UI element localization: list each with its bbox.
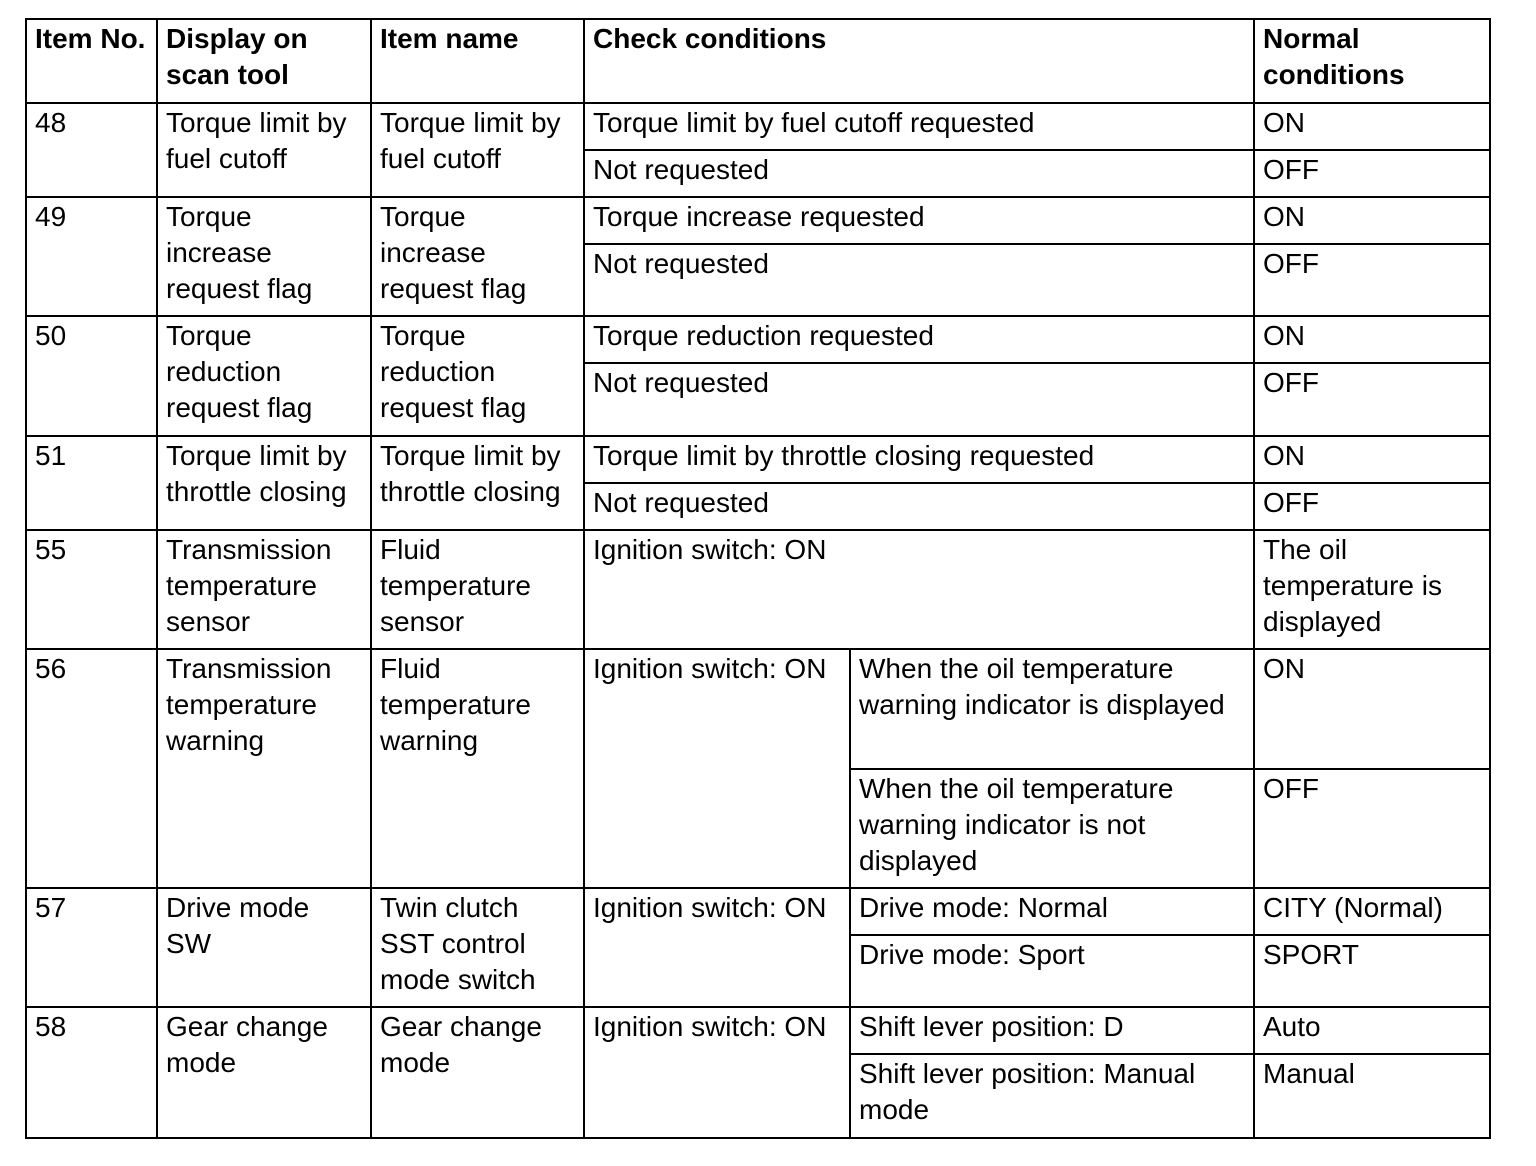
check-condition-cell: Not requested <box>584 244 1254 316</box>
table-row <box>26 103 1490 150</box>
normal-condition-cell: ON <box>1254 436 1490 483</box>
header-row <box>26 19 1490 103</box>
table-row <box>26 530 1490 649</box>
normal-condition-cell: SPORT <box>1254 935 1490 1007</box>
table-row <box>26 1007 1490 1054</box>
item-name-cell: Gear change mode <box>371 1007 584 1138</box>
display-cell: Torque increase request flag <box>157 197 371 316</box>
check-detail-cell: When the oil temperature warning indicator is displayed <box>850 649 1254 769</box>
header-display: Display on scan tool <box>157 19 371 103</box>
header-item-no: Item No. <box>26 19 157 103</box>
table-row <box>26 649 1490 769</box>
item-name-cell: Fluid temperature warning <box>371 649 584 888</box>
check-condition-cell: Ignition switch: ON <box>584 649 850 888</box>
display-cell: Torque limit by fuel cutoff <box>157 103 371 197</box>
check-detail-cell: When the oil temperature warning indicator is not displayed <box>850 769 1254 888</box>
check-condition-cell: Torque reduction requested <box>584 316 1254 363</box>
normal-condition-cell: Manual <box>1254 1054 1490 1138</box>
table-row <box>26 197 1490 244</box>
check-condition-cell: Torque limit by fuel cutoff requested <box>584 103 1254 150</box>
item-name-cell: Torque reduction request flag <box>371 316 584 436</box>
check-detail-cell: Shift lever position: D <box>850 1007 1254 1054</box>
display-cell: Transmission temperature warning <box>157 649 371 888</box>
item-no-cell: 49 <box>26 197 157 316</box>
item-no-cell: 48 <box>26 103 157 197</box>
normal-condition-cell: Auto <box>1254 1007 1490 1054</box>
table-row <box>26 316 1490 363</box>
normal-condition-cell: OFF <box>1254 244 1490 316</box>
normal-condition-cell: CITY (Normal) <box>1254 888 1490 935</box>
normal-condition-cell: OFF <box>1254 363 1490 436</box>
item-no-cell: 58 <box>26 1007 157 1138</box>
check-detail-cell: Drive mode: Sport <box>850 935 1254 1007</box>
item-name-cell: Twin clutch SST control mode switch <box>371 888 584 1007</box>
normal-condition-cell: ON <box>1254 649 1490 769</box>
normal-condition-cell: ON <box>1254 103 1490 150</box>
header-check-conditions: Check conditions <box>584 19 1254 103</box>
normal-condition-cell: ON <box>1254 197 1490 244</box>
check-condition-cell: Not requested <box>584 150 1254 197</box>
normal-condition-cell: ON <box>1254 316 1490 363</box>
display-cell: Transmission temperature sensor <box>157 530 371 649</box>
check-condition-cell: Not requested <box>584 363 1254 436</box>
check-condition-cell: Torque limit by throttle closing requested <box>584 436 1254 483</box>
normal-condition-cell: OFF <box>1254 150 1490 197</box>
item-no-cell: 50 <box>26 316 157 436</box>
item-no-cell: 57 <box>26 888 157 1007</box>
data-monitor-table <box>25 18 1491 1139</box>
check-detail-cell: Drive mode: Normal <box>850 888 1254 935</box>
item-name-cell: Torque limit by fuel cutoff <box>371 103 584 197</box>
normal-condition-cell: OFF <box>1254 483 1490 530</box>
item-no-cell: 56 <box>26 649 157 888</box>
check-detail-cell: Shift lever position: Manual mode <box>850 1054 1254 1138</box>
normal-condition-cell: The oil temperature is displayed <box>1254 530 1490 649</box>
header-item-name: Item name <box>371 19 584 103</box>
normal-condition-cell: OFF <box>1254 769 1490 888</box>
display-cell: Drive mode SW <box>157 888 371 1007</box>
table-row <box>26 888 1490 935</box>
display-cell: Gear change mode <box>157 1007 371 1138</box>
check-condition-cell: Torque increase requested <box>584 197 1254 244</box>
display-cell: Torque reduction request flag <box>157 316 371 436</box>
display-cell: Torque limit by throttle closing <box>157 436 371 530</box>
check-condition-cell: Ignition switch: ON <box>584 888 850 1007</box>
header-normal-conditions: Normal conditions <box>1254 19 1490 103</box>
check-condition-cell: Ignition switch: ON <box>584 1007 850 1138</box>
item-no-cell: 51 <box>26 436 157 530</box>
check-condition-cell: Not requested <box>584 483 1254 530</box>
item-no-cell: 55 <box>26 530 157 649</box>
table-row <box>26 436 1490 483</box>
item-name-cell: Torque limit by throttle closing <box>371 436 584 530</box>
item-name-cell: Fluid temperature sensor <box>371 530 584 649</box>
check-condition-cell: Ignition switch: ON <box>584 530 1254 649</box>
item-name-cell: Torque increase request flag <box>371 197 584 316</box>
